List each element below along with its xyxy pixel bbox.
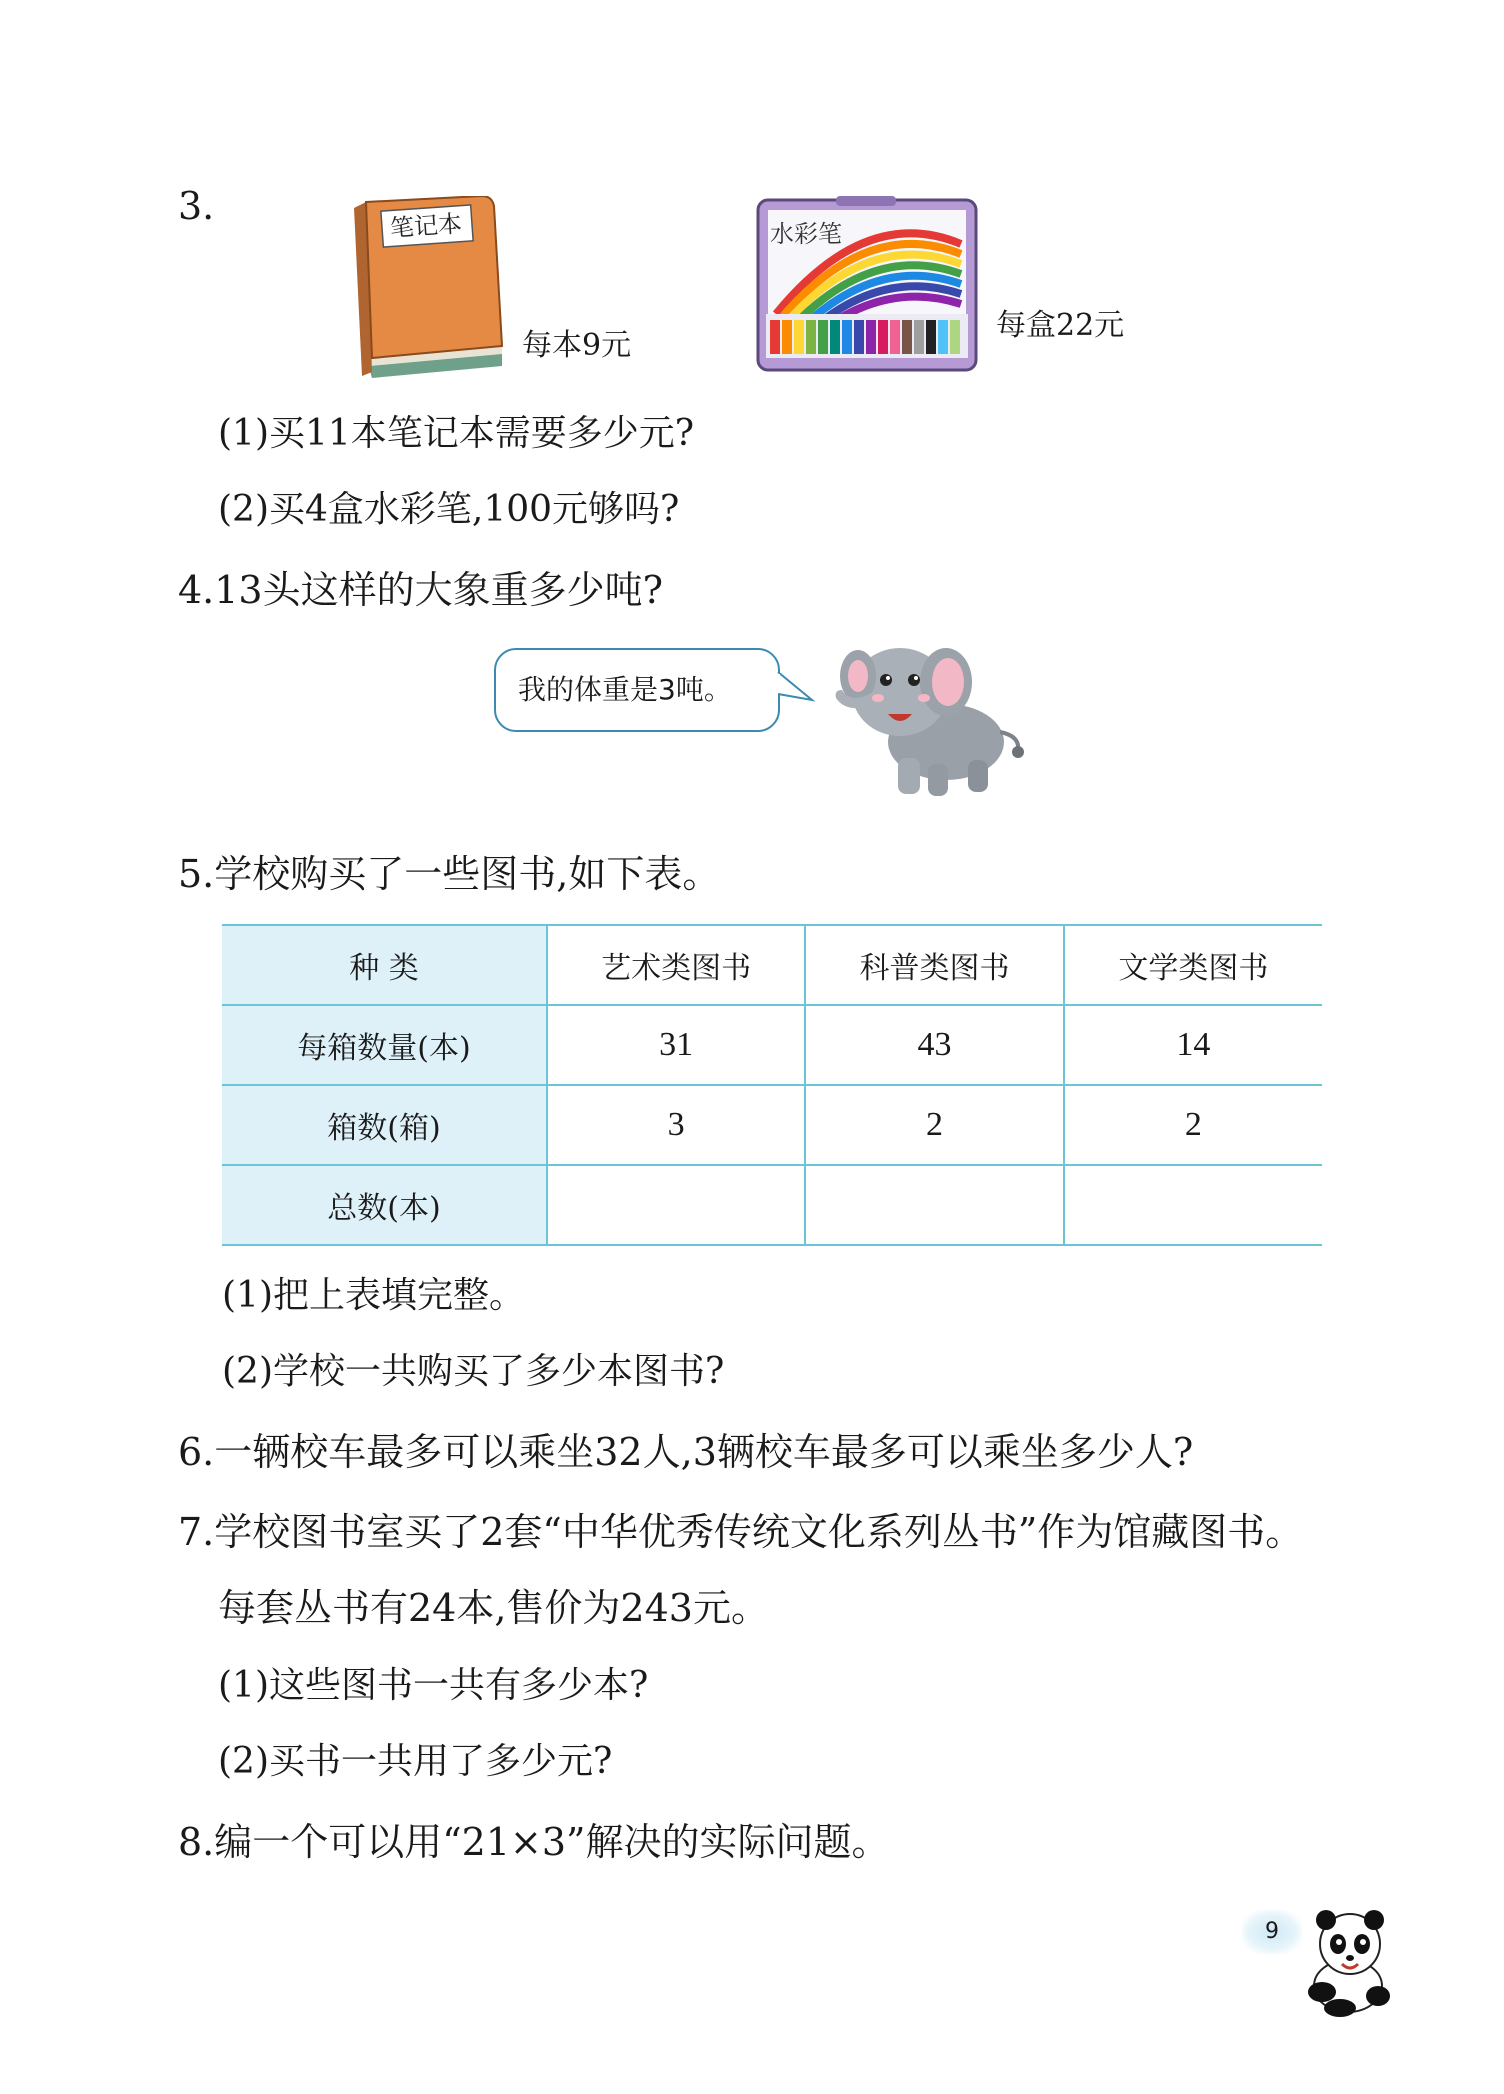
q4-text: 4.13头这样的大象重多少吨?: [178, 568, 663, 612]
answer-cell[interactable]: [547, 1165, 805, 1245]
q5-text: 5.学校购买了一些图书,如下表。: [178, 852, 721, 896]
table-row: [222, 1165, 1322, 1245]
row-label: 总数(本): [222, 1165, 547, 1245]
bubble-text: 我的体重是3吨。: [518, 673, 732, 706]
header-science: 科普类图书: [805, 925, 1063, 1005]
q5-sub1: (1)把上表填完整。: [222, 1275, 525, 1316]
table-cell: 43: [805, 1005, 1063, 1085]
q7-sub1: (1)这些图书一共有多少本?: [218, 1665, 649, 1706]
speech-bubble: [494, 648, 780, 732]
answer-cell[interactable]: [805, 1165, 1063, 1245]
answer-cell[interactable]: [1064, 1165, 1322, 1245]
header-art: 艺术类图书: [547, 925, 805, 1005]
paint-box-title: 水彩笔: [770, 220, 842, 248]
row-label: 箱数(箱): [222, 1085, 547, 1165]
table-row: [222, 1085, 1322, 1165]
q5-sub2: (2)学校一共购买了多少本图书?: [222, 1351, 725, 1392]
q3-number: 3.: [178, 184, 215, 228]
table-cell: 3: [547, 1085, 805, 1165]
q7-sub2: (2)买书一共用了多少元?: [218, 1741, 613, 1782]
row-label: 每箱数量(本): [222, 1005, 547, 1085]
header-category: 种 类: [222, 925, 547, 1005]
books-table: [222, 924, 1322, 1246]
notebook-icon: [352, 196, 512, 380]
table-cell: 2: [805, 1085, 1063, 1165]
table-row: [222, 1005, 1322, 1085]
q7-text2: 每套丛书有24本,售价为243元。: [218, 1586, 769, 1630]
q8-text: 8.编一个可以用“21×3”解决的实际问题。: [178, 1820, 890, 1864]
table-header-row: [222, 925, 1322, 1005]
header-literature: 文学类图书: [1064, 925, 1322, 1005]
speech-bubble-tail: [776, 668, 816, 708]
q3-sub2: (2)买4盒水彩笔,100元够吗?: [218, 489, 680, 530]
table-cell: 14: [1064, 1005, 1322, 1085]
table-cell: 2: [1064, 1085, 1322, 1165]
panda-icon: [1240, 1900, 1400, 2020]
table-cell: 31: [547, 1005, 805, 1085]
elephant-icon: [828, 632, 1028, 802]
q3-sub1: (1)买11本笔记本需要多少元?: [218, 413, 695, 454]
page-number: 9: [1242, 1910, 1302, 1954]
watercolor-pens-icon: [756, 194, 978, 374]
notebook-price: 每本9元: [522, 328, 632, 363]
q7-text: 7.学校图书室买了2套“中华优秀传统文化系列丛书”作为馆藏图书。: [178, 1510, 1304, 1554]
notebook-title: 笔记本: [389, 209, 463, 243]
paint-box-price: 每盒22元: [996, 308, 1125, 343]
q6-text: 6.一辆校车最多可以乘坐32人,3辆校车最多可以乘坐多少人?: [178, 1430, 1194, 1474]
